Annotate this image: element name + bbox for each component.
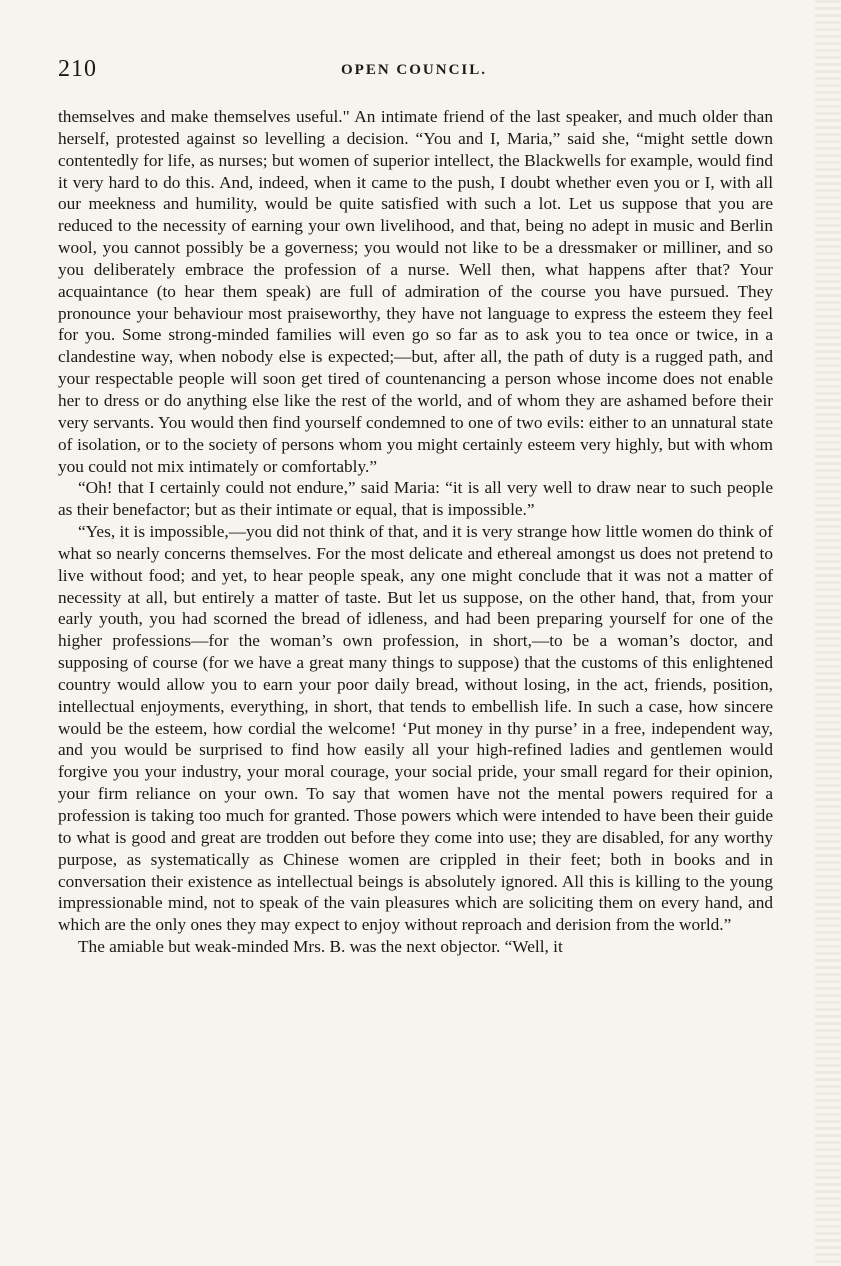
paragraph-mrs-b: The amiable but weak-minded Mrs. B. was the next objector. “Well, it	[78, 937, 563, 957]
paragraph-maria-reply: “Oh! that I certainly could not endure,” said Maria: “it is all very well to draw near to such people as their benefactor; but as their intimate or equal, that is impossible.”	[58, 478, 773, 520]
running-head: OPEN COUNCIL.	[340, 62, 487, 78]
page-header	[58, 56, 770, 90]
page-number: 210	[58, 56, 97, 82]
paragraph-friend-reply: “Yes, it is impossible,—you did not think of that, and it is very strange how little women do think of what so nearly concerns themselves. For the most delicate and ethereal amongst us does not pretend to live without food; and yet, to hear people speak, any one might conclude that it was not a matter of necessity at all, but entirely a matter of taste. But let us suppose, on the other hand, that, from your early youth, you had scorned the bread of idleness, and had been preparing yourself for one of the higher professions—for the woman’s own profession, in short,—to be a woman’s doctor, and supposing of course (for we have a great many things to suppose) that the customs of this enlightened country would allow you to earn your poor daily bread, without losing, in the act, friends, position, intellectual enjoyments, everything, in short, that tends to embellish life. In such a case, how sincere would be the esteem, how cordial the welcome! ‘Put money in thy purse’ in a free, independent way, and you would be surprised to find how easily all your high-refined ladies and gentlemen would forgive you your industry, your moral courage, your social pride, your small regard for their opinion, your firm reliance on your own. To say that women have not the mental powers required for a profession is taking too much for granted. Those powers which were intended to have been their guide to what is good and great are trodden out before they come into use; they are disabled, for any worthy purpose, as systematically as Chinese women are crippled in their feet; both in books and in conversation their existence as intellectual beings is absolutely ignored. All this is killing to the young impressionable mind, not to speak of the vain pleasures which are soliciting them on every hand, and which are the only ones they may expect to enjoy without reproach and derision from the world.”	[58, 522, 773, 935]
paragraph-continuation: themselves and make themselves useful." An intimate friend of the last speaker, and much older than herself, protested against so levelling a decision. “You and I, Maria,” said she, “might settle down contentedly for life, as nurses; but women of superior intellect, the Blackwells for example, would find it very hard to do this. And, indeed, when it came to the push, I doubt whether even you or I, with all our meekness and humility, would be quite satisfied with such a lot. Let us suppose that you are reduced to the necessity of earning your own livelihood, and that, being no adept in music and Berlin wool, you cannot possibly be a governess; you would not like to be a dressmaker or milliner, and so you deliberately embrace the profession of a nurse. Well then, what happens after that? Your acquaintance (to hear them speak) are full of admiration of the course you have pursued. They pronounce your behaviour most praiseworthy, they have not language to express the esteem they feel for you. Some strong-minded families will even go so far as to ask you to tea once or twice, in a clandestine way, when nobody else is expected;—but, after all, the path of duty is a rugged path, and your respectable people will soon get tired of countenancing a person whose income does not enable her to dress or do anything else like the rest of the world, and of whom they are ashamed before their very servants. You would then find yourself condemned to one of two evils: either to an unnatural state of isolation, or to the society of persons whom you might certainly esteem very highly, but with whom you could not mix intimately or comfortably.”	[58, 107, 773, 476]
page-edge-shadow	[815, 0, 841, 1266]
body-text	[58, 106, 773, 958]
